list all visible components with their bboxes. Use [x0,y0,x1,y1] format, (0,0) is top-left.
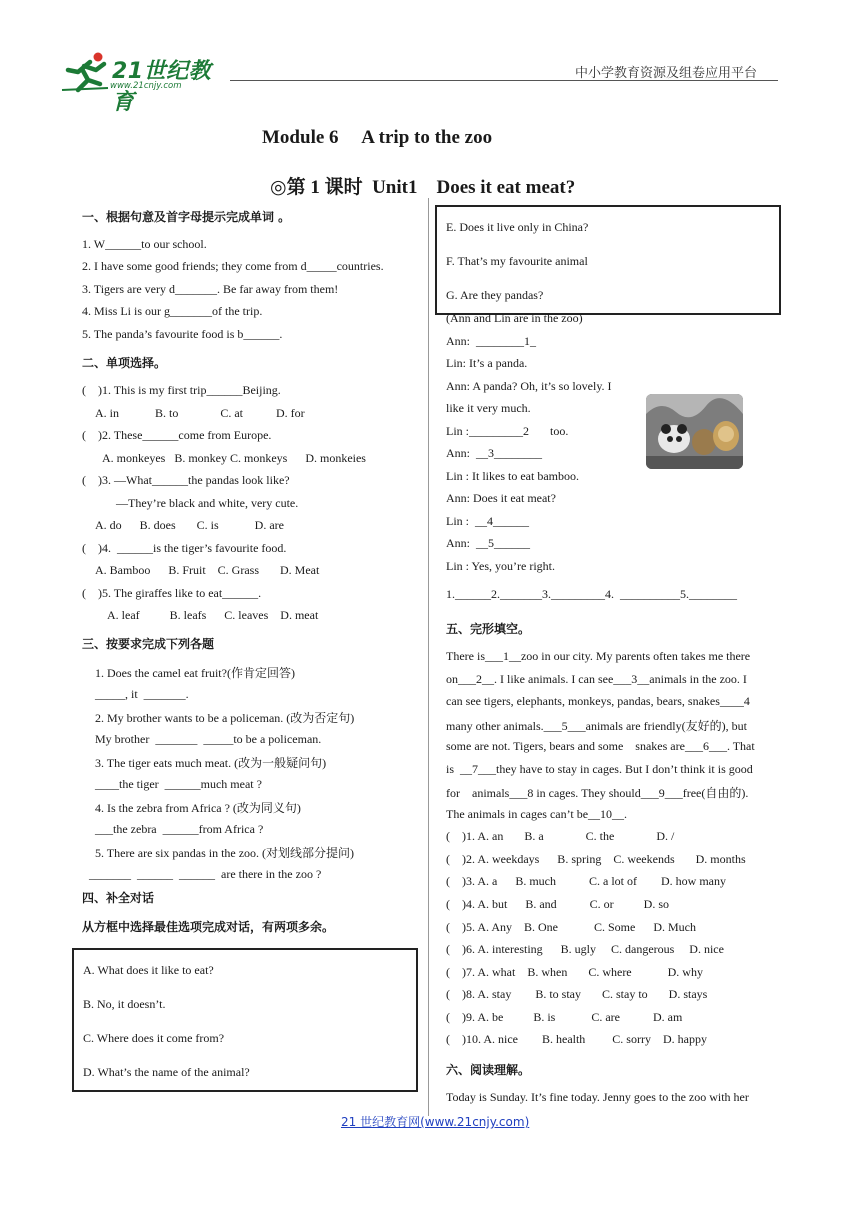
right-line-21: for animals___8 in cages. They should___9___free(自由的). [446,786,749,800]
right-line-31: ( )9. A. be B. is C. are D. am [446,1010,683,1024]
dialogue-options-box-right [435,205,781,315]
right-line-29: ( )7. A. what B. when C. where D. why [446,965,703,979]
left-line-7: 二、单项选择。 [82,356,167,370]
left-line-29: _______ ______ ______ are there in the zoo ? [89,867,322,881]
right-line-23: ( )1. A. an B. a C. the D. / [446,829,675,843]
zoo-animals-picture [646,394,743,469]
right-line-4: Ann: A panda? Oh, it’s so lovely. I [446,379,612,393]
left-line-3: 2. I have some good friends; they come from d_____countries. [82,259,384,273]
right-line-7: Ann: __3________ [446,446,542,460]
option-g: G. Are they pandas? [446,288,544,302]
right-line-32: ( )10. A. nice B. health C. sorry D. happy [446,1032,707,1046]
option-d: D. What’s the name of the animal? [83,1065,250,1079]
option-a: A. What does it like to eat? [83,963,214,977]
left-line-16: A. Bamboo B. Fruit C. Grass D. Meat [95,563,320,577]
logo-url: www.21cnjy.com [110,81,182,91]
left-line-12: ( )3. —What______the pandas look like? [82,473,290,487]
left-line-9: A. in B. to C. at D. for [95,406,305,420]
right-line-9: Ann: Does it eat meat? [446,491,556,505]
left-line-28: 5. There are six pandas in the zoo. (对划线部分提问) [95,846,355,860]
platform-label: 中小学教育资源及组卷应用平台 [575,66,758,81]
left-line-18: A. leaf B. leafs C. leaves D. meat [107,608,319,622]
right-line-10: Lin : __4______ [446,514,529,528]
right-line-15: There is___1__zoo in our city. My parents often takes me there [446,649,751,663]
option-e: E. Does it live only in China? [446,220,589,234]
right-line-30: ( )8. A. stay B. to stay C. stay to D. stays [446,987,708,1001]
option-c: C. Where does it come from? [83,1031,225,1045]
right-line-13: 1.______2._______3._________4. __________5.________ [446,587,737,601]
right-line-14: 五、完形填空。 [446,622,531,636]
right-line-22: The animals in cages can’t be__10__. [446,807,628,821]
right-line-34: Today is Sunday. It’s fine today. Jenny goes to the zoo with her [446,1090,749,1104]
left-line-14: A. do B. does C. is D. are [95,518,284,532]
left-line-25: ____the tiger ______much meat ? [95,777,262,791]
logo-text: 21世纪教育 [112,59,212,115]
right-line-27: ( )5. A. Any B. One C. Some D. Much [446,920,696,934]
left-line-27: ___the zebra ______from Africa ? [95,822,264,836]
right-line-28: ( )6. A. interesting B. ugly C. dangerous D. nice [446,942,724,956]
left-line-20: 1. Does the camel eat fruit?(作肯定回答) [95,666,295,680]
column-divider [428,198,429,1116]
left-line-19: 三、按要求完成下列各题 [82,637,215,651]
logo [60,50,230,115]
left-line-23: My brother _______ _____to be a policeman. [95,732,322,746]
left-line-1: 一、根据句意及首字母提示完成单词 。 [82,210,291,224]
left-line-5: 4. Miss Li is our g_______of the trip. [82,304,263,318]
right-line-12: Lin : Yes, you’re right. [446,559,555,573]
left-line-24: 3. The tiger eats much meat. (改为一般疑问句) [95,756,327,770]
left-line-30: 四、补全对话 [82,891,155,905]
right-line-11: Ann: __5______ [446,536,530,550]
right-line-26: ( )4. A. but B. and C. or D. so [446,897,669,911]
left-line-4: 3. Tigers are very d_______. Be far away from them! [82,282,339,296]
option-f: F. That’s my favourite animal [446,254,588,268]
right-line-6: Lin :_________2 too. [446,424,569,438]
left-line-21: _____, it _______. [95,687,189,701]
right-line-17: can see tigers, elephants, monkeys, pandas, bears, snakes____4 [446,694,750,708]
left-line-22: 2. My brother wants to be a policeman. (改为否定句) [95,711,355,725]
right-line-16: on___2__. I like animals. I can see___3__animals in the zoo. I [446,672,747,686]
dialogue-options-box-left [72,948,418,1092]
right-line-1: (Ann and Lin are in the zoo) [446,311,583,325]
lesson-title: ◎第 1 课时 Unit1 Does it eat meat? [270,177,576,198]
left-line-11: A. monkeyes B. monkey C. monkeys D. monkeies [102,451,366,465]
right-line-8: Lin : It likes to eat bamboo. [446,469,579,483]
right-line-20: is __7___they have to stay in cages. But I don’t think it is good [446,762,753,776]
left-line-26: 4. Is the zebra from Africa ? (改为同义句) [95,801,301,815]
right-line-3: Lin: It’s a panda. [446,356,528,370]
left-line-6: 5. The panda’s favourite food is b______. [82,327,283,341]
left-line-8: ( )1. This is my first trip______Beijing. [82,383,281,397]
right-line-24: ( )2. A. weekdays B. spring C. weekends D. months [446,852,746,866]
right-line-33: 六、阅读理解。 [446,1063,531,1077]
footer-link[interactable]: 21 世纪教育网(www.21cnjy.com) [341,1115,530,1129]
module-title: Module 6 A trip to the zoo [262,127,493,148]
right-line-5: like it very much. [446,401,531,415]
right-line-19: some are not. Tigers, bears and some snakes are___6___. That [446,739,755,753]
header-divider [230,80,778,81]
right-line-18: many other animals.___5___animals are friendly(友好的), but [446,719,747,733]
left-line-15: ( )4. ______is the tiger’s favourite food. [82,541,287,555]
left-line-31: 从方框中选择最佳选项完成对话，有两项多余。 [82,920,335,934]
runner-icon [60,50,112,94]
right-line-2: Ann: ________1_ [446,334,536,348]
left-line-10: ( )2. These______come from Europe. [82,428,272,442]
option-b: B. No, it doesn’t. [83,997,166,1011]
left-line-17: ( )5. The giraffes like to eat______. [82,586,262,600]
left-line-2: 1. W______to our school. [82,237,207,251]
right-line-25: ( )3. A. a B. much C. a lot of D. how many [446,874,726,888]
left-line-13: —They’re black and white, very cute. [116,496,299,510]
